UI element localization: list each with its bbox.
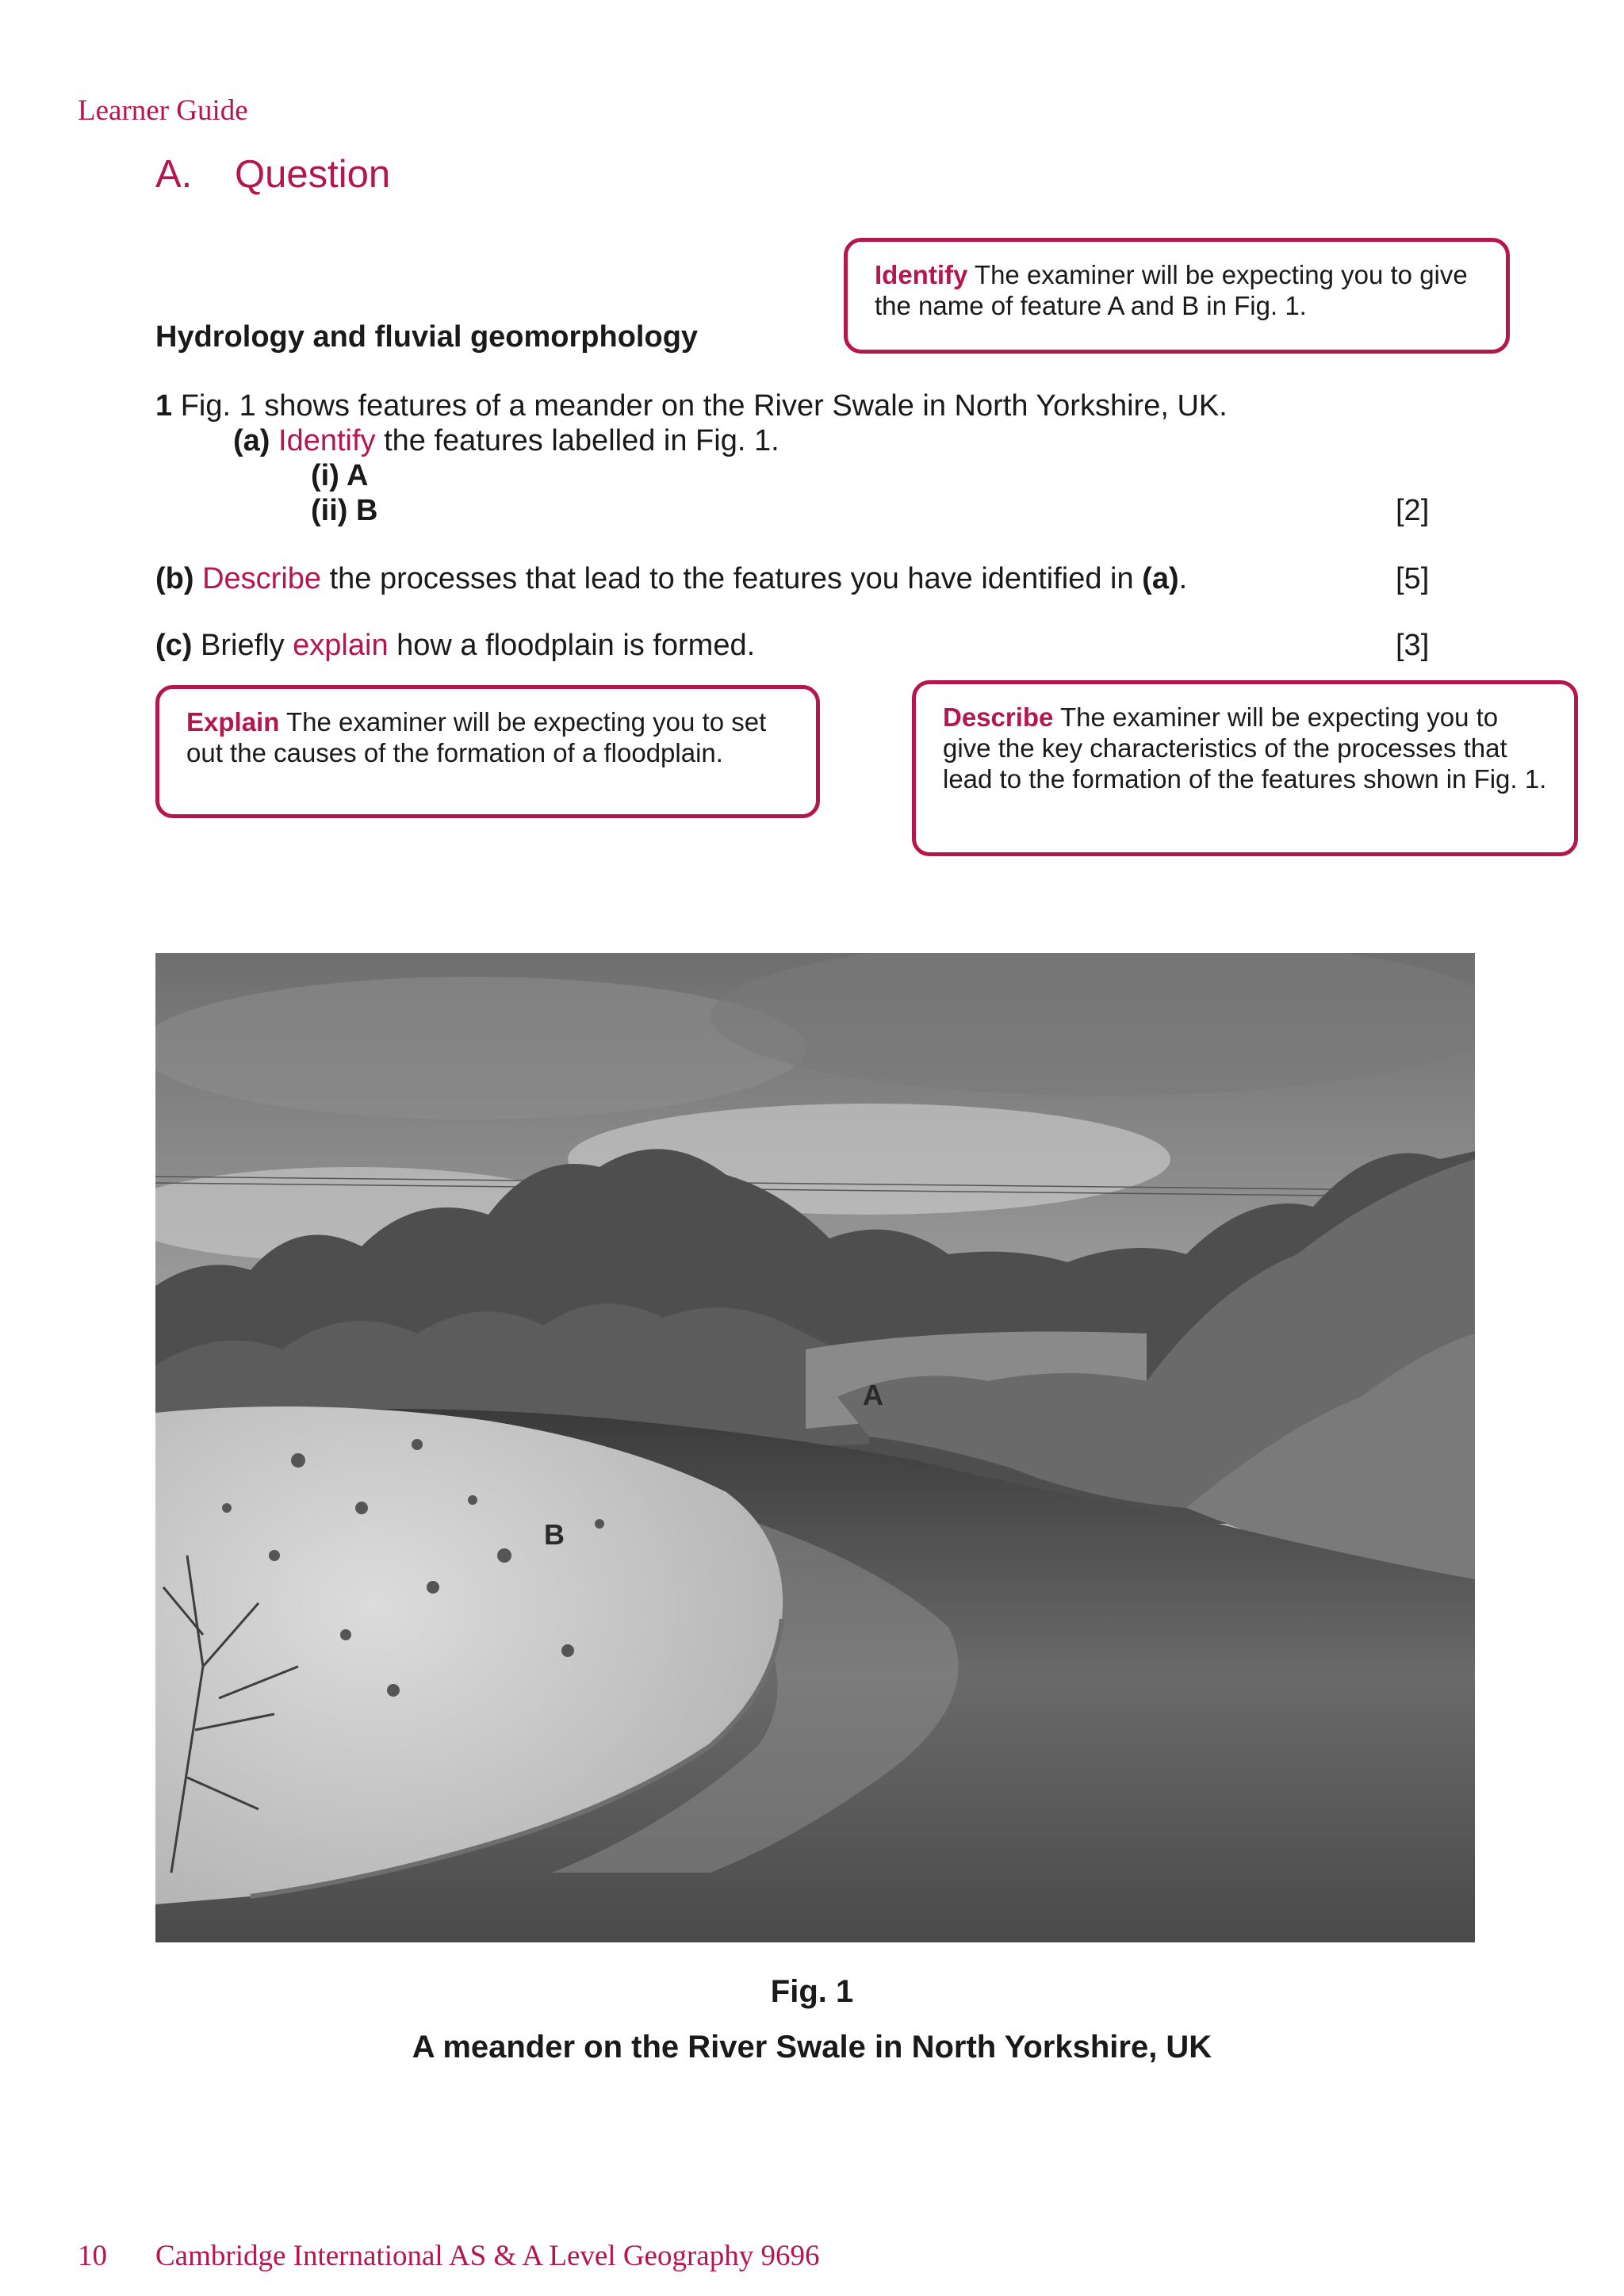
part-a-marks: [2] bbox=[1396, 494, 1430, 527]
callout-identify-term: Identify bbox=[875, 260, 968, 289]
callout-explain-text: The examiner will be expecting you to set out the causes of the formation of a floodplain. bbox=[186, 707, 767, 767]
header-label: Learner Guide bbox=[78, 94, 248, 127]
callout-describe-term: Describe bbox=[943, 702, 1054, 732]
question-part-b bbox=[155, 561, 1187, 596]
page-number: 10 bbox=[78, 2240, 107, 2272]
figure-caption: A meander on the River Swale in North Yorkshire, UK bbox=[412, 2030, 1212, 2064]
callout-identify bbox=[844, 238, 1510, 354]
part-c-pre: Briefly bbox=[192, 629, 293, 662]
part-a-label: (a) bbox=[233, 424, 270, 457]
part-c-label: (c) bbox=[155, 629, 193, 662]
callout-explain-term: Explain bbox=[186, 707, 280, 737]
callout-explain bbox=[155, 685, 820, 818]
part-b-end: . bbox=[1178, 562, 1188, 595]
section-title bbox=[155, 152, 390, 197]
part-c-text: how a floodplain is formed. bbox=[388, 629, 756, 662]
figure-label-b: B bbox=[544, 1518, 565, 1551]
figure-number: Fig. 1 bbox=[770, 1974, 854, 2009]
part-c-command: explain bbox=[293, 629, 389, 662]
river-meander-photo bbox=[155, 953, 1475, 1942]
question-part-c bbox=[155, 628, 755, 663]
figure-label-a: A bbox=[863, 1379, 883, 1411]
callout-describe bbox=[912, 680, 1578, 856]
part-b-marks: [5] bbox=[1396, 562, 1430, 595]
part-b-text: the processes that lead to the features you have identified in bbox=[321, 562, 1143, 595]
part-b-label: (b) bbox=[155, 562, 194, 595]
question-number: 1 bbox=[155, 389, 173, 423]
part-a-command: Identify bbox=[278, 424, 376, 457]
page-footer bbox=[78, 2239, 819, 2273]
section-number: A. bbox=[155, 153, 193, 196]
topic-heading: Hydrology and fluvial geomorphology bbox=[155, 320, 699, 354]
part-a-i: (i) A bbox=[311, 459, 369, 492]
footer-title: Cambridge International AS & A Level Geography 9696 bbox=[155, 2240, 820, 2272]
section-title-text: Question bbox=[235, 153, 391, 196]
part-a-ii: (ii) B bbox=[311, 494, 378, 527]
part-b-ref: (a) bbox=[1142, 562, 1179, 595]
question-1-stem bbox=[155, 388, 1228, 423]
question-stem-text: Fig. 1 shows features of a meander on the River Swale in North Yorkshire, UK. bbox=[172, 389, 1228, 423]
callout-identify-text: The examiner will be expecting you to give the name of feature A and B in Fig. 1. bbox=[875, 260, 1468, 320]
callout-describe-text: The examiner will be expecting you to give the key characteristics of the processes that lead to the formation of the features shown in Fig. 1. bbox=[943, 702, 1547, 794]
part-c-marks: [3] bbox=[1396, 629, 1430, 662]
part-a-text: the features labelled in Fig. 1. bbox=[375, 424, 779, 457]
part-b-command: Describe bbox=[202, 562, 322, 595]
question-part-a bbox=[233, 423, 779, 458]
